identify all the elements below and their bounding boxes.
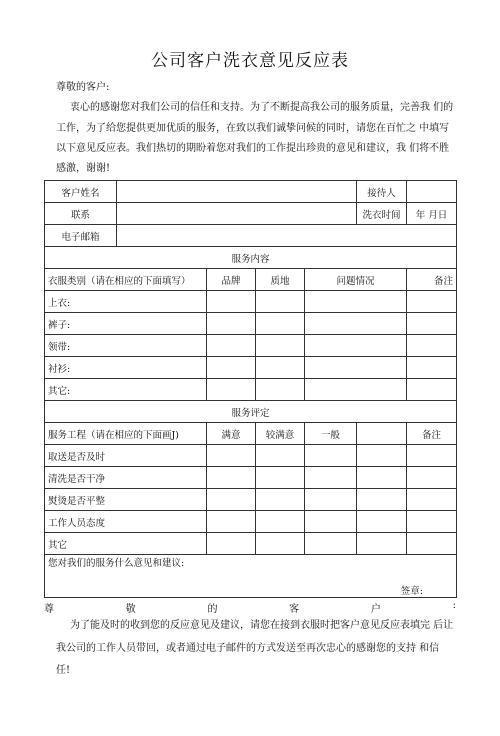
closing-line-1: 为了能及时的收到您的反应意见及建议，请您在接到衣服时把客户意见反应表填完 后让 <box>70 620 454 631</box>
customer-name-field[interactable] <box>117 181 357 203</box>
average-cell[interactable] <box>305 445 357 467</box>
remark-cell[interactable] <box>407 335 457 357</box>
closing-char: 尊 <box>44 604 54 615</box>
closing-greeting <box>44 600 456 615</box>
blank-cell[interactable] <box>357 533 407 555</box>
signature-label: 签章: <box>400 586 423 597</box>
closing-char: : <box>452 600 456 611</box>
average-cell[interactable] <box>305 467 357 489</box>
service-content-header: 服务内容 <box>45 247 457 269</box>
remark-cell[interactable] <box>407 533 457 555</box>
greeting: 尊敬的客户: <box>56 82 110 93</box>
email-field[interactable] <box>117 225 457 247</box>
problem-cell[interactable] <box>305 379 407 401</box>
clothes-row-label: 其它: <box>45 379 207 401</box>
origin-header: 质地 <box>256 269 305 291</box>
fairly-satisfied-cell[interactable] <box>256 511 305 533</box>
intro-line-4: 感激，谢谢! <box>56 163 111 174</box>
remark-cell[interactable] <box>407 291 457 313</box>
fairly-satisfied-header: 较满意 <box>256 423 305 445</box>
wash-time-label: 洗衣时间 <box>357 203 407 225</box>
service-item-label: 其它 <box>45 533 207 555</box>
satisfied-cell[interactable] <box>207 467 256 489</box>
contact-field[interactable] <box>117 203 357 225</box>
service-item-label: 取送是否及时 <box>45 445 207 467</box>
blank-cell[interactable] <box>357 467 407 489</box>
fairly-satisfied-cell[interactable] <box>256 533 305 555</box>
suggestion-label: 您对我们的服务什么意见和建议: <box>48 558 185 569</box>
average-header: 一般 <box>305 423 357 445</box>
origin-cell[interactable] <box>256 357 305 379</box>
satisfied-cell[interactable] <box>207 511 256 533</box>
email-label: 电子邮箱 <box>45 225 117 247</box>
suggestion-area[interactable] <box>45 555 457 598</box>
closing-line-3: 任! <box>56 665 71 676</box>
remark-cell[interactable] <box>407 445 457 467</box>
problem-cell[interactable] <box>305 313 407 335</box>
customer-name-label: 客户姓名 <box>45 181 117 203</box>
problem-cell[interactable] <box>305 335 407 357</box>
average-cell[interactable] <box>305 533 357 555</box>
average-cell[interactable] <box>305 489 357 511</box>
problem-header: 问题情况 <box>305 269 407 291</box>
brand-header: 品牌 <box>207 269 256 291</box>
page-title: 公司客户洗衣意见反应表 <box>151 51 349 71</box>
fairly-satisfied-cell[interactable] <box>256 467 305 489</box>
closing-char: 的 <box>207 604 218 615</box>
fairly-satisfied-cell[interactable] <box>256 489 305 511</box>
service-item-label: 工作人员态度 <box>45 511 207 533</box>
satisfied-header: 满意 <box>207 423 256 445</box>
satisfied-cell[interactable] <box>207 489 256 511</box>
receptionist-label: 接待人 <box>357 181 407 203</box>
feedback-table <box>44 180 457 598</box>
remark-cell[interactable] <box>407 357 457 379</box>
satisfied-cell[interactable] <box>207 445 256 467</box>
service-eval-header: 服务评定 <box>45 401 457 423</box>
satisfied-cell[interactable] <box>207 533 256 555</box>
receptionist-field[interactable] <box>407 181 457 203</box>
brand-cell[interactable] <box>207 291 256 313</box>
clothes-row-label: 上衣: <box>45 291 207 313</box>
brand-cell[interactable] <box>207 313 256 335</box>
service-item-label: 清洗是否干净 <box>45 467 207 489</box>
closing-char: 户 <box>370 604 381 615</box>
remark-cell[interactable] <box>407 489 457 511</box>
average-cell[interactable] <box>305 511 357 533</box>
contact-label: 联系 <box>45 203 117 225</box>
remark-cell[interactable] <box>407 467 457 489</box>
blank-cell[interactable] <box>357 489 407 511</box>
closing-char: 客 <box>289 604 300 615</box>
brand-cell[interactable] <box>207 379 256 401</box>
blank-cell[interactable] <box>357 445 407 467</box>
remark-cell[interactable] <box>407 313 457 335</box>
blank-header <box>357 423 407 445</box>
remark-header: 备注 <box>407 423 457 445</box>
closing-line-2: 我公司的工作人员带回，或者通过电子邮件的方式发送至再次忠心的感谢您的支持 和信 <box>56 643 440 654</box>
clothes-row-label: 裤子: <box>45 313 207 335</box>
clothes-type-header: 衣服类别（请在相应的下面填写） <box>45 269 207 291</box>
service-items-header: 服务工程（请在相应的下面画J) <box>45 423 207 445</box>
clothes-row-label: 领带: <box>45 335 207 357</box>
wash-time-field[interactable]: 年 月日 <box>407 203 457 225</box>
intro-line-1: 衷心的感谢您对我们公司的信任和支持。为了不断提高我公司的服务质量，完善我 们的 <box>70 102 454 113</box>
origin-cell[interactable] <box>256 379 305 401</box>
origin-cell[interactable] <box>256 335 305 357</box>
clothes-row-label: 衬衫: <box>45 357 207 379</box>
remark-header: 备注 <box>407 269 457 291</box>
blank-cell[interactable] <box>357 511 407 533</box>
intro-line-2: 工作，为了给您提供更加优质的服务，在致以我们诚挚问候的同时，请您在百忙之 中填写 <box>56 123 450 134</box>
fairly-satisfied-cell[interactable] <box>256 445 305 467</box>
service-item-label: 熨烫是否平整 <box>45 489 207 511</box>
origin-cell[interactable] <box>256 313 305 335</box>
brand-cell[interactable] <box>207 357 256 379</box>
problem-cell[interactable] <box>305 291 407 313</box>
closing-char: 敬 <box>125 604 136 615</box>
remark-cell[interactable] <box>407 511 457 533</box>
intro-line-3: 以下意见反应表。我们热切的期盼着您对我们的工作提出珍贵的意见和建议，我 们将不胜 <box>56 143 450 154</box>
problem-cell[interactable] <box>305 357 407 379</box>
origin-cell[interactable] <box>256 291 305 313</box>
remark-cell[interactable] <box>407 379 457 401</box>
brand-cell[interactable] <box>207 335 256 357</box>
